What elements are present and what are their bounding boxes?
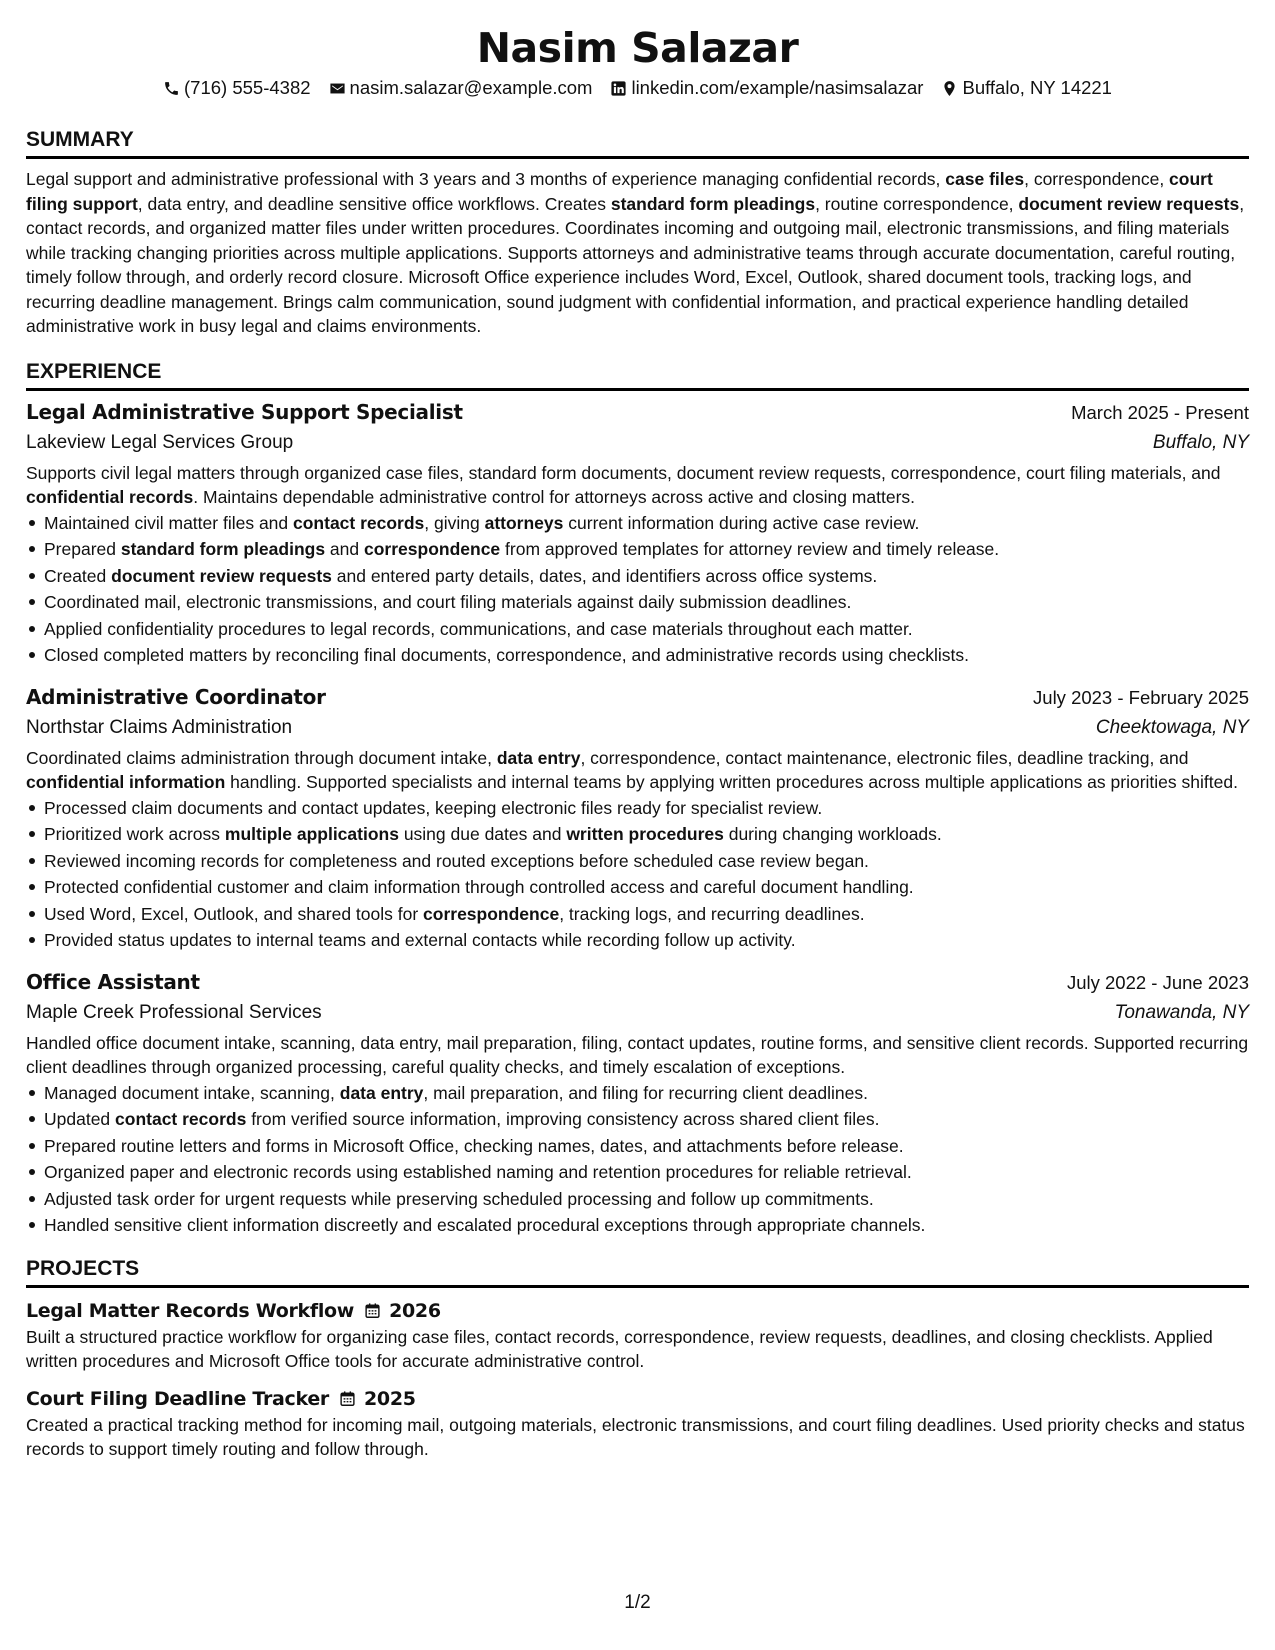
job-title: Office Assistant <box>26 969 200 994</box>
bullet-item: Reviewed incoming records for completeness and routed exceptions before scheduled case review began. <box>44 848 1249 875</box>
contact-linkedin[interactable] <box>610 76 923 100</box>
job-description: Supports civil legal matters through organized case files, standard form documents, document review requests, correspondence, court filing materials, and confidential records. Maintains dependable administrative control for attorneys across active and closing matters. <box>26 462 1221 507</box>
calendar-icon <box>364 1302 381 1319</box>
contact-email[interactable] <box>329 76 593 100</box>
bullet-item: Coordinated mail, electronic transmissions, and court filing materials against daily submission deadlines. <box>44 589 1249 616</box>
job-bullets <box>26 510 1249 669</box>
job-bullets <box>26 795 1249 954</box>
company-name: Maple Creek Professional Services <box>26 1001 322 1023</box>
job-bullets <box>26 1080 1249 1239</box>
summary-text: Legal support and administrative professional with 3 years and 3 months of experience managing confidential records, case files, correspondence, court filing support, data entry, and deadline sensitive office workflows. Creates standard form pleadings, routine correspondence, document review requests, contact records, and organized matter files under written procedures. Coordinates incoming and outgoing mail, electronic transmissions, and filing materials while tracking changing priorities across multiple applications. Supports attorneys and administrative teams through accurate documentation, careful routing, timely follow through, and orderly record closure. Microsoft Office experience includes Word, Excel, Outlook, shared document tools, tracking logs, and recurring deadline management. Brings calm communication, sound judgment with confidential information, and practical experience handling detailed administrative work in busy legal and claims environments. <box>26 169 1245 336</box>
bullet-item: Closed completed matters by reconciling final documents, correspondence, and administrative records using checklists. <box>44 642 1249 669</box>
bullet-item: Prepared standard form pleadings and correspondence from approved templates for attorney review and timely release. <box>44 536 1249 563</box>
job-location: Tonawanda, NY <box>1114 1001 1249 1023</box>
job-dates: March 2025 - Present <box>1071 401 1249 423</box>
job-location: Buffalo, NY <box>1152 431 1249 453</box>
bullet-item: Organized paper and electronic records using established naming and retention procedures for reliable retrieval. <box>44 1159 1249 1186</box>
contact-phone <box>163 76 311 100</box>
section-title-experience: EXPERIENCE <box>26 359 1249 391</box>
project-description: Built a structured practice workflow for organizing case files, contact records, correspondence, review requests, deadlines, and closing checklists. Applied written procedures and Microsoft Office tools for accurate administrative control. <box>26 1326 1213 1371</box>
company-name: Lakeview Legal Services Group <box>26 431 294 453</box>
summary-section <box>26 127 1249 339</box>
linkedin-link[interactable]: linkedin.com/example/nasimsalazar <box>631 77 924 98</box>
bullet-item: Adjusted task order for urgent requests while preserving scheduled processing and follow up commitments. <box>44 1186 1249 1213</box>
bullet-item: Prepared routine letters and forms in Microsoft Office, checking names, dates, and attachments before release. <box>44 1133 1249 1160</box>
email-link[interactable]: nasim.salazar@example.com <box>349 77 593 98</box>
job-dates: July 2023 - February 2025 <box>1033 686 1249 708</box>
project-entry <box>26 1297 1249 1374</box>
experience-section <box>26 359 1249 1239</box>
bullet-item: Applied confidentiality procedures to legal records, communications, and case materials throughout each matter. <box>44 616 1249 643</box>
job-title: Legal Administrative Support Specialist <box>26 399 463 424</box>
job-entry <box>26 682 1249 954</box>
job-entry <box>26 397 1249 669</box>
project-entry <box>26 1385 1249 1462</box>
phone-icon <box>163 80 180 97</box>
resume-page <box>26 22 1249 1462</box>
job-description: Coordinated claims administration through document intake, data entry, correspondence, contact maintenance, electronic files, deadline tracking, and confidential information handling. Supported specialists and internal teams by applying written procedures across multiple applications as priorities shifted. <box>26 747 1238 792</box>
linkedin-icon <box>610 80 627 97</box>
location-text: Buffalo, NY 14221 <box>962 77 1112 98</box>
job-location: Cheektowaga, NY <box>1095 716 1249 738</box>
project-name: Court Filing Deadline Tracker <box>26 1387 329 1410</box>
calendar-icon <box>339 1390 356 1407</box>
job-title: Administrative Coordinator <box>26 684 326 709</box>
bullet-item: Maintained civil matter files and contact records, giving attorneys current information during active case review. <box>44 510 1249 537</box>
section-title-projects: PROJECTS <box>26 1256 1249 1288</box>
project-year: 2026 <box>389 1299 441 1322</box>
projects-section <box>26 1256 1249 1462</box>
map-pin-icon <box>941 80 958 97</box>
section-title-summary: SUMMARY <box>26 127 1249 159</box>
bullet-item: Managed document intake, scanning, data entry, mail preparation, and filing for recurring client deadlines. <box>44 1080 1249 1107</box>
page-number: 1/2 <box>624 1592 651 1613</box>
candidate-name: Nasim Salazar <box>476 24 799 72</box>
contact-location <box>941 76 1112 100</box>
project-year: 2025 <box>364 1387 416 1410</box>
bullet-item: Processed claim documents and contact updates, keeping electronic files ready for specialist review. <box>44 795 1249 822</box>
bullet-item: Prioritized work across multiple applications using due dates and written procedures during changing workloads. <box>44 821 1249 848</box>
bullet-item: Updated contact records from verified source information, improving consistency across shared client files. <box>44 1106 1249 1133</box>
bullet-item: Used Word, Excel, Outlook, and shared tools for correspondence, tracking logs, and recurring deadlines. <box>44 901 1249 928</box>
bullet-item: Provided status updates to internal teams and external contacts while recording follow up activity. <box>44 927 1249 954</box>
bullet-item: Handled sensitive client information discreetly and escalated procedural exceptions through appropriate channels. <box>44 1212 1249 1239</box>
bullet-item: Protected confidential customer and claim information through controlled access and careful document handling. <box>44 874 1249 901</box>
job-dates: July 2022 - June 2023 <box>1066 971 1249 993</box>
project-description: Created a practical tracking method for incoming mail, outgoing materials, electronic transmissions, and court filing deadlines. Used priority checks and status records to support timely routing and follow through. <box>26 1414 1245 1459</box>
bullet-item: Created document review requests and entered party details, dates, and identifiers across office systems. <box>44 563 1249 590</box>
company-name: Northstar Claims Administration <box>26 716 293 738</box>
envelope-icon <box>329 80 346 97</box>
job-description: Handled office document intake, scanning, data entry, mail preparation, filing, contact updates, routine forms, and sensitive client records. Supported recurring client deadlines through organized processing, careful quality checks, and timely escalation of exceptions. <box>26 1032 1249 1077</box>
contact-bar <box>26 76 1249 100</box>
project-name: Legal Matter Records Workflow <box>26 1299 355 1322</box>
job-entry <box>26 967 1249 1239</box>
phone-text: (716) 555-4382 <box>184 77 311 98</box>
